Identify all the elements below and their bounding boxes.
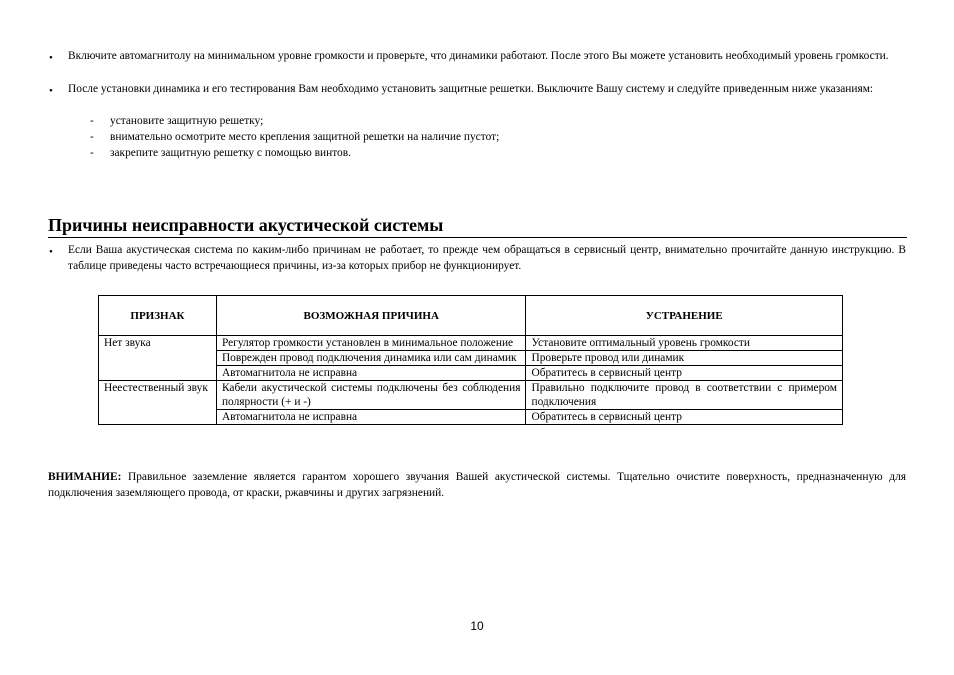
fix-cell: Обратитесь в сервисный центр xyxy=(526,366,843,381)
column-header-symptom: ПРИЗНАК xyxy=(99,296,217,336)
bullet-marker: • xyxy=(49,52,53,64)
cause-cell: Автомагнитола не исправна xyxy=(216,410,526,425)
warning-note xyxy=(48,469,906,501)
page-number: 10 xyxy=(470,619,484,633)
fix-cell: Обратитесь в сервисный центр xyxy=(526,410,843,425)
cause-cell: Регулятор громкости установлен в минимальное положение xyxy=(216,336,526,351)
cause-cell: Поврежден провод подключения динамика или сам динамик xyxy=(216,351,526,366)
column-header-fix: УСТРАНЕНИЕ xyxy=(526,296,843,336)
symptom-cell: Неестественный звук xyxy=(99,381,217,425)
dash-marker: - xyxy=(90,115,94,127)
intro-paragraph-volume: Включите автомагнитолу на минимальном уровне громкости и проверьте, что динамики работают. После этого Вы можете установить необходимый уровень громкости. xyxy=(68,50,889,62)
table-header-row xyxy=(99,296,843,336)
bullet-marker: • xyxy=(49,246,53,258)
step-item: закрепите защитную решетку с помощью винтов. xyxy=(110,147,351,159)
table-row xyxy=(99,336,843,351)
cause-cell: Автомагнитола не исправна xyxy=(216,366,526,381)
symptom-cell: Нет звука xyxy=(99,336,217,381)
warning-label: ВНИМАНИЕ: xyxy=(48,471,122,483)
step-item: внимательно осмотрите место крепления защитной решетки на наличие пустот; xyxy=(110,131,500,143)
column-header-cause: ВОЗМОЖНАЯ ПРИЧИНА xyxy=(216,296,526,336)
intro-paragraph-grilles: После установки динамика и его тестирования Вам необходимо установить защитные решетки. Выключите Вашу систему и следуйте приведенным ниже указаниям: xyxy=(68,83,874,95)
section-divider xyxy=(48,237,907,238)
section-title: Причины неисправности акустической системы xyxy=(48,215,444,235)
fix-cell: Установите оптимальный уровень громкости xyxy=(526,336,843,351)
table-row xyxy=(99,381,843,410)
troubleshooting-table xyxy=(98,295,843,425)
warning-text: Правильное заземление является гарантом хорошего звучания Вашей акустической системы. Тщательно очистите поверхность, предназначенную для подключения заземляющего провода, от краски, ржавчины и других загрязнений. xyxy=(48,471,906,499)
section-intro-paragraph: Если Ваша акустическая система по каким-либо причинам не работает, то прежде чем обращаться в сервисный центр, внимательно прочитайте данную инструкцию. В таблице приведены часто встречающиеся причины, из-за которых прибор не функционирует. xyxy=(68,244,906,272)
fix-cell: Правильно подключите провод в соответствии с примером подключения xyxy=(526,381,843,410)
step-item: установите защитную решетку; xyxy=(110,115,264,127)
dash-marker: - xyxy=(90,131,94,143)
bullet-marker: • xyxy=(49,85,53,97)
cause-cell: Кабели акустической системы подключены без соблюдения полярности (+ и -) xyxy=(216,381,526,410)
fix-cell: Проверьте провод или динамик xyxy=(526,351,843,366)
dash-marker: - xyxy=(90,147,94,159)
